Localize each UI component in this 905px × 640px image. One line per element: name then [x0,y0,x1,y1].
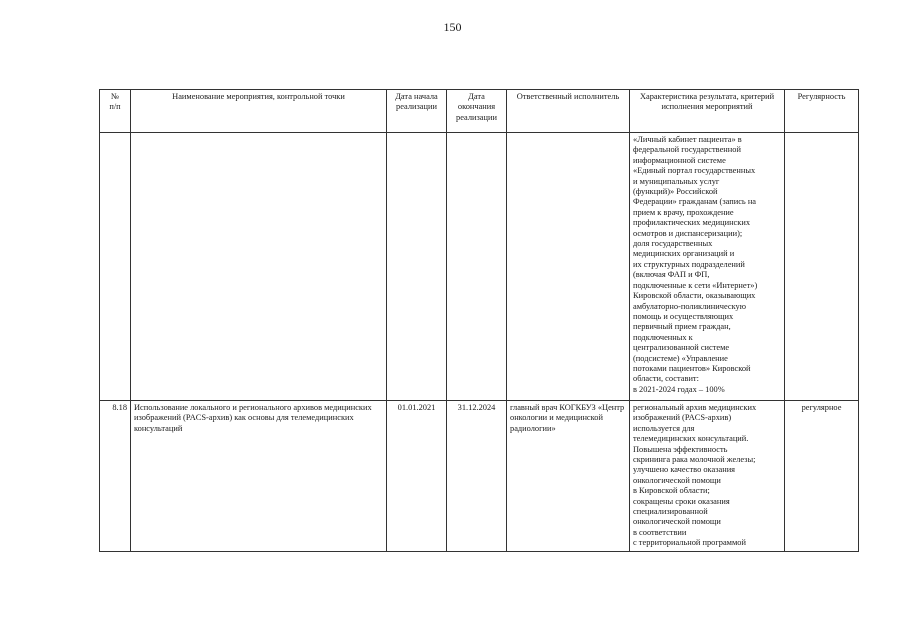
header-result: Характеристика результата, критерий исполнения мероприятий [630,90,785,133]
header-num: № п/п [100,90,131,133]
header-regularity: Регулярность [785,90,859,133]
cell-name [131,133,387,401]
page-number: 150 [443,20,462,34]
cell-regularity: регулярное [785,401,859,552]
table-row-8-18 [100,401,859,552]
cell-regularity [785,133,859,401]
cell-executor [507,133,630,401]
table-row-continuation [100,133,859,401]
cell-num [100,133,131,401]
measures-table [99,89,859,552]
cell-num: 8.18 [100,401,131,552]
header-start-date: Дата начала реализации [387,90,447,133]
cell-start-date: 01.01.2021 [387,401,447,552]
header-executor: Ответственный исполнитель [507,90,630,133]
cell-result: «Личный кабинет пациента» в федеральной государственной информационной системе «Единый портал государственных и муниципальных услуг (функций)» Российской Федерации» гражданам (запись на прием к врачу, прохождение профилактических медицинских осмотров и диспансеризации); доля государственных медицинских организаций и их структурных подразделений (включая ФАП и ФП, подключенные к сети «Интернет») Кировской области, оказывающих амбулаторно-поликлиническую помощь и осуществляющих первичный прием граждан, подключенных к централизованной системе (подсистеме) «Управление потоками пациентов» Кировской области, составит: в 2021-2024 годах – 100% [630,133,785,401]
cell-end-date: 31.12.2024 [447,401,507,552]
cell-result: региональный архив медицинских изображений (PACS-архив) используется для телемедицинских консультаций. Повышена эффективность скрининга рака молочной железы; улучшено качество оказания онкологической помощи в Кировской области; сокращены сроки оказания специализированной онкологической помощи в соответствии с территориальной программой [630,401,785,552]
cell-start-date [387,133,447,401]
table-header-row [100,90,859,133]
cell-executor: главный врач КОГКБУЗ «Центр онкологии и медицинской радиологии» [507,401,630,552]
cell-end-date [447,133,507,401]
header-end-date: Дата окончания реализации [447,90,507,133]
header-name: Наименование мероприятия, контрольной точки [131,90,387,133]
cell-name: Использование локального и регионального архивов медицинских изображений (PACS-архив) как основы для телемедицинских консультаций [131,401,387,552]
